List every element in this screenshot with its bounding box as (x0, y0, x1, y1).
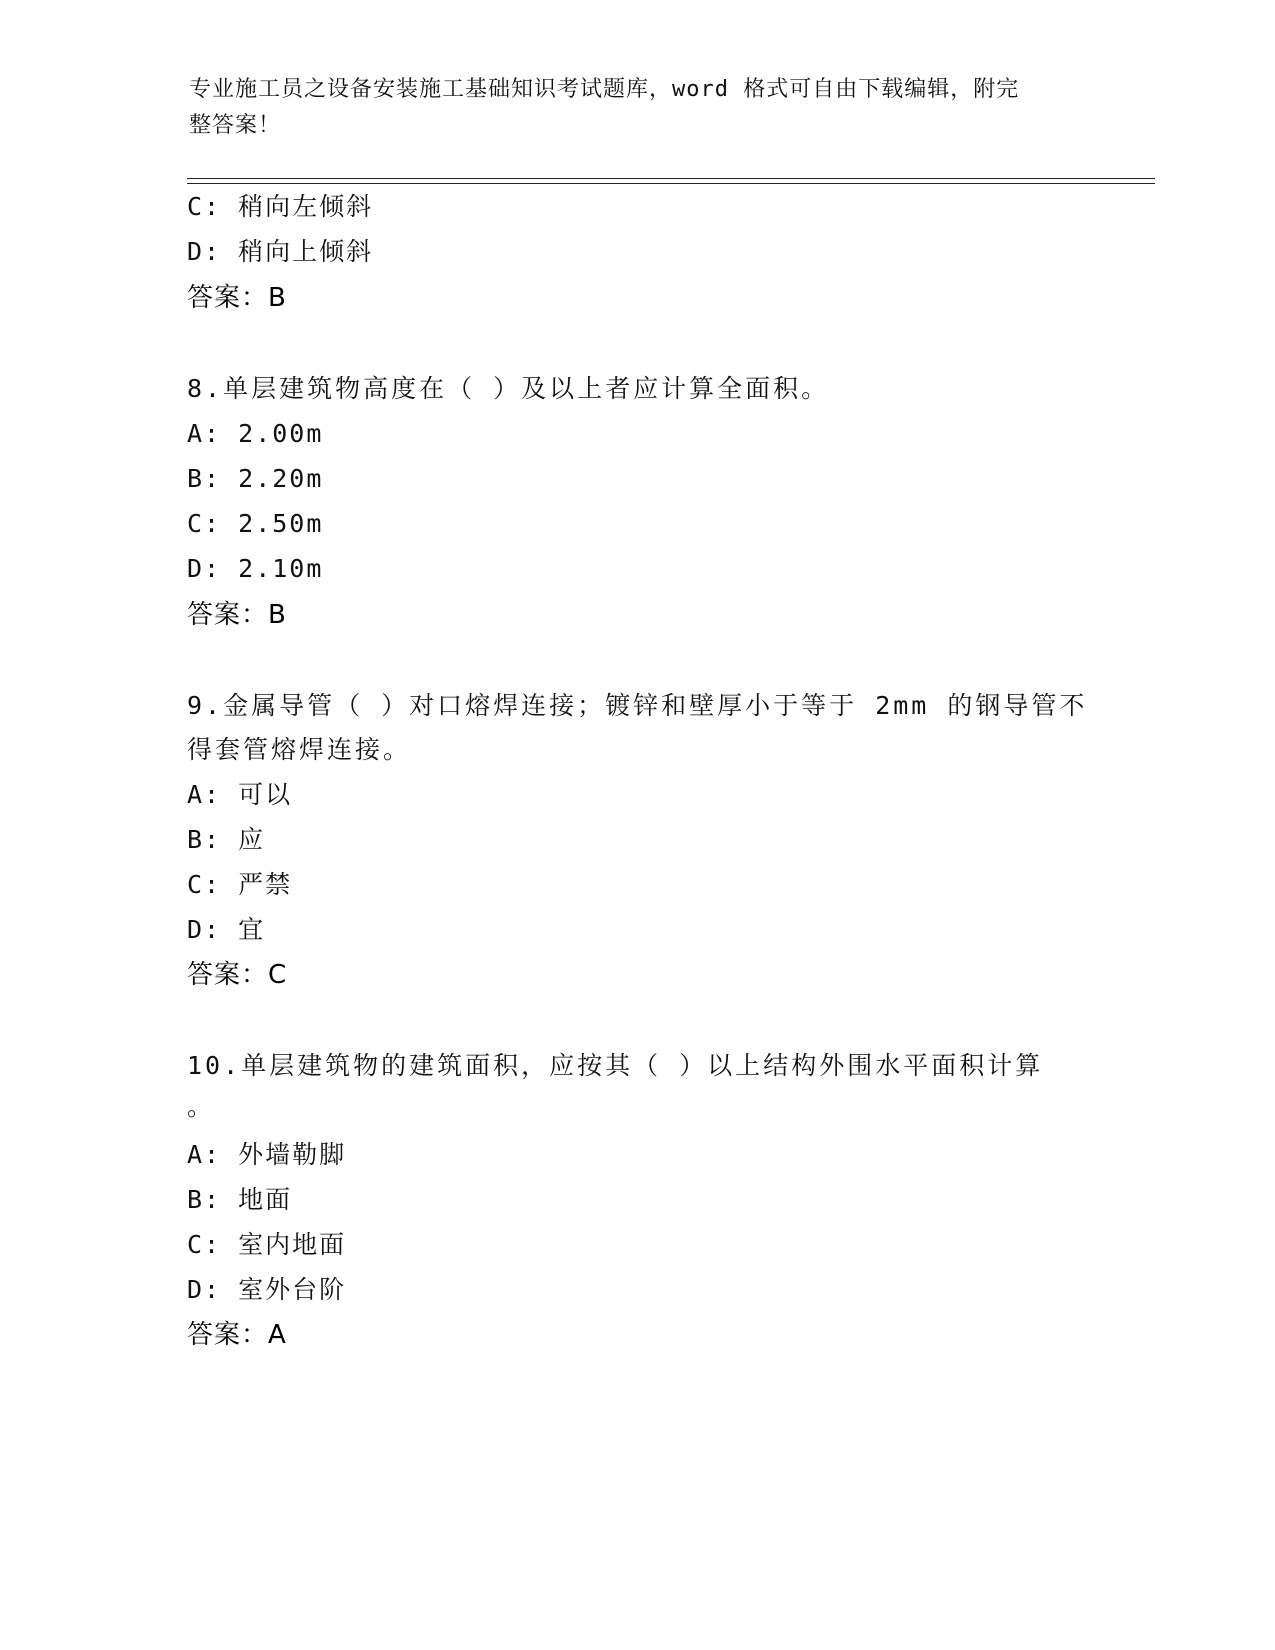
header-divider-top (187, 178, 1155, 179)
q9-answer: 答案：C (187, 960, 288, 990)
prev-option-c: C: 稍向左倾斜 (187, 192, 374, 221)
q10-option-b: B: 地面 (187, 1185, 293, 1214)
q10-option-c: C: 室内地面 (187, 1230, 347, 1259)
document-header (189, 72, 1069, 144)
q8-option-d: D: 2.10m (187, 554, 324, 583)
q8-option-b: B: 2.20m (187, 464, 324, 493)
prev-option-d: D: 稍向上倾斜 (187, 237, 374, 266)
header-line-2: 整答案！ (189, 113, 282, 138)
q9-option-d: D: 宜 (187, 915, 266, 944)
header-line-1: 专业施工员之设备安装施工基础知识考试题库，word 格式可自由下载编辑，附完 (189, 77, 1020, 102)
q9-option-c: C: 严禁 (187, 870, 293, 899)
q8-question: 8.单层建筑物高度在（ ）及以上者应计算全面积。 (187, 374, 830, 403)
q10-question-line-1: 10.单层建筑物的建筑面积，应按其（ ）以上结构外围水平面积计算 (187, 1051, 1044, 1080)
q10-option-d: D: 室外台阶 (187, 1275, 347, 1304)
q9-option-b: B: 应 (187, 825, 266, 854)
q8-option-a: A: 2.00m (187, 419, 324, 448)
q10-question-line-2: 。 (187, 1092, 216, 1121)
prev-answer: 答案：B (187, 283, 287, 313)
q10-option-a: A: 外墙勒脚 (187, 1140, 347, 1169)
q9-question-line-2: 得套管熔焊连接。 (187, 735, 412, 764)
q8-option-c: C: 2.50m (187, 509, 324, 538)
q9-question-line-1: 9.金属导管（ ）对口熔焊连接；镀锌和壁厚小于等于 2mm 的钢导管不 (187, 691, 1088, 720)
q8-answer: 答案：B (187, 600, 287, 630)
header-divider-bottom (187, 183, 1155, 184)
q9-option-a: A: 可以 (187, 780, 293, 809)
q10-answer: 答案：A (187, 1320, 287, 1350)
